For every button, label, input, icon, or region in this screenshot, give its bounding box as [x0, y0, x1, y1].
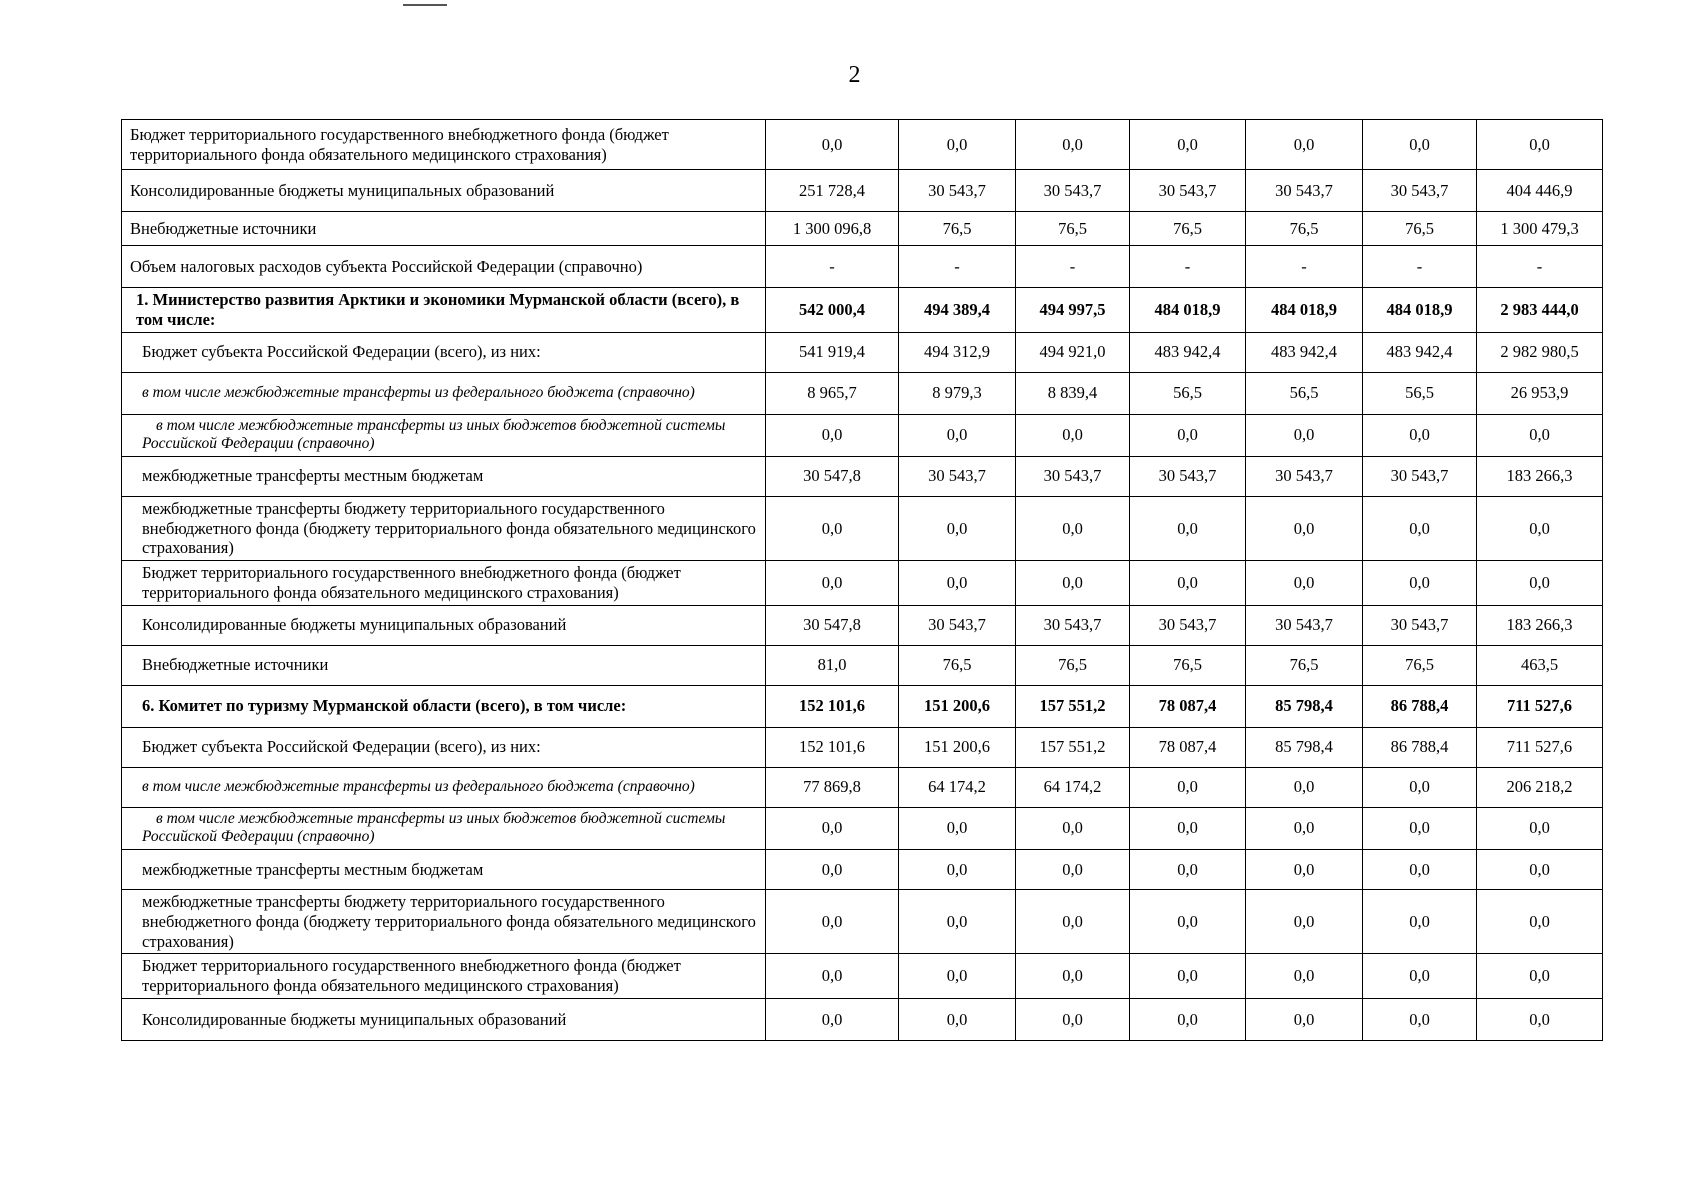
value-cell: 183 266,3: [1477, 605, 1603, 645]
value-cell: 0,0: [1363, 496, 1477, 560]
value-cell: 0,0: [766, 496, 899, 560]
value-cell: 0,0: [1246, 767, 1363, 807]
value-cell: 76,5: [1246, 645, 1363, 685]
row-label: в том числе межбюджетные трансферты из федерального бюджета (справочно): [122, 372, 766, 414]
value-cell: 26 953,9: [1477, 372, 1603, 414]
value-cell: 0,0: [1363, 767, 1477, 807]
value-cell: 0,0: [1363, 889, 1477, 953]
value-cell: 30 543,7: [1246, 170, 1363, 212]
value-cell: 151 200,6: [899, 727, 1016, 767]
value-cell: 76,5: [1363, 212, 1477, 246]
table-row: [122, 456, 1603, 496]
row-label: межбюджетные трансферты бюджету территориального государственного внебюджетного фонда (бюджету территориального фонда обязательного медицинского страхования): [122, 889, 766, 953]
value-cell: 76,5: [1363, 645, 1477, 685]
value-cell: 0,0: [1130, 807, 1246, 849]
value-cell: 0,0: [766, 120, 899, 170]
value-cell: 76,5: [1130, 212, 1246, 246]
value-cell: 0,0: [1363, 561, 1477, 606]
value-cell: 78 087,4: [1130, 685, 1246, 727]
row-label: 1. Министерство развития Арктики и экономики Мурманской области (всего), в том числе:: [122, 288, 766, 333]
value-cell: 0,0: [899, 120, 1016, 170]
value-cell: 0,0: [1130, 849, 1246, 889]
table-row: [122, 954, 1603, 999]
value-cell: 56,5: [1130, 372, 1246, 414]
value-cell: 463,5: [1477, 645, 1603, 685]
value-cell: 0,0: [1363, 807, 1477, 849]
value-cell: 542 000,4: [766, 288, 899, 333]
page-number: 2: [848, 62, 861, 88]
row-label: Внебюджетные источники: [122, 645, 766, 685]
value-cell: 0,0: [1246, 849, 1363, 889]
value-cell: 30 543,7: [1246, 605, 1363, 645]
value-cell: 30 547,8: [766, 456, 899, 496]
value-cell: 157 551,2: [1016, 685, 1130, 727]
value-cell: 76,5: [1246, 212, 1363, 246]
value-cell: -: [1363, 246, 1477, 288]
value-cell: -: [766, 246, 899, 288]
value-cell: 76,5: [899, 645, 1016, 685]
value-cell: 0,0: [899, 496, 1016, 560]
value-cell: 183 266,3: [1477, 456, 1603, 496]
value-cell: 711 527,6: [1477, 727, 1603, 767]
row-label: межбюджетные трансферты местным бюджетам: [122, 456, 766, 496]
value-cell: 2 982 980,5: [1477, 332, 1603, 372]
value-cell: 0,0: [1477, 998, 1603, 1040]
value-cell: 30 543,7: [1016, 170, 1130, 212]
value-cell: 77 869,8: [766, 767, 899, 807]
value-cell: 484 018,9: [1246, 288, 1363, 333]
value-cell: 0,0: [1246, 998, 1363, 1040]
value-cell: 0,0: [1363, 414, 1477, 456]
budget-table: [121, 119, 1603, 1041]
value-cell: 0,0: [1016, 561, 1130, 606]
table-row: [122, 170, 1603, 212]
value-cell: 0,0: [899, 849, 1016, 889]
value-cell: 251 728,4: [766, 170, 899, 212]
value-cell: 494 389,4: [899, 288, 1016, 333]
value-cell: 0,0: [1130, 954, 1246, 999]
value-cell: 0,0: [1363, 954, 1477, 999]
row-label: в том числе межбюджетные трансферты из иных бюджетов бюджетной системы Российской Федерации (справочно): [122, 414, 766, 456]
value-cell: 30 543,7: [1130, 456, 1246, 496]
value-cell: 0,0: [1477, 496, 1603, 560]
table-row: [122, 727, 1603, 767]
value-cell: 56,5: [1363, 372, 1477, 414]
value-cell: 30 543,7: [1363, 456, 1477, 496]
table-row: [122, 372, 1603, 414]
value-cell: 8 839,4: [1016, 372, 1130, 414]
row-label: Бюджет территориального государственного внебюджетного фонда (бюджет территориального фонда обязательного медицинского страхования): [122, 954, 766, 999]
value-cell: 0,0: [1246, 954, 1363, 999]
row-label: Бюджет территориального государственного внебюджетного фонда (бюджет территориального фонда обязательного медицинского страхования): [122, 120, 766, 170]
value-cell: 30 543,7: [1016, 605, 1130, 645]
value-cell: 157 551,2: [1016, 727, 1130, 767]
value-cell: 0,0: [899, 807, 1016, 849]
value-cell: 0,0: [1130, 998, 1246, 1040]
value-cell: 0,0: [899, 889, 1016, 953]
table-row: [122, 889, 1603, 953]
value-cell: 0,0: [1016, 120, 1130, 170]
table-row: [122, 849, 1603, 889]
value-cell: -: [1477, 246, 1603, 288]
value-cell: 0,0: [899, 561, 1016, 606]
row-label: в том числе межбюджетные трансферты из иных бюджетов бюджетной системы Российской Федерации (справочно): [122, 807, 766, 849]
value-cell: 541 919,4: [766, 332, 899, 372]
value-cell: 0,0: [1130, 414, 1246, 456]
value-cell: 0,0: [899, 414, 1016, 456]
value-cell: 0,0: [1246, 496, 1363, 560]
value-cell: 30 543,7: [1130, 605, 1246, 645]
value-cell: 0,0: [1246, 120, 1363, 170]
value-cell: 0,0: [1477, 120, 1603, 170]
value-cell: 76,5: [1016, 212, 1130, 246]
value-cell: 483 942,4: [1246, 332, 1363, 372]
value-cell: 85 798,4: [1246, 685, 1363, 727]
value-cell: 0,0: [1016, 849, 1130, 889]
row-label: Консолидированные бюджеты муниципальных образований: [122, 605, 766, 645]
value-cell: 0,0: [766, 954, 899, 999]
value-cell: 0,0: [1246, 561, 1363, 606]
value-cell: 8 965,7: [766, 372, 899, 414]
table-row: [122, 414, 1603, 456]
value-cell: 494 921,0: [1016, 332, 1130, 372]
value-cell: 0,0: [1363, 849, 1477, 889]
value-cell: 30 543,7: [899, 605, 1016, 645]
value-cell: 0,0: [1363, 120, 1477, 170]
value-cell: 86 788,4: [1363, 685, 1477, 727]
row-label: межбюджетные трансферты бюджету территориального государственного внебюджетного фонда (бюджету территориального фонда обязательного медицинского страхования): [122, 496, 766, 560]
row-label: Бюджет субъекта Российской Федерации (всего), из них:: [122, 727, 766, 767]
table-row: [122, 685, 1603, 727]
value-cell: 0,0: [1130, 561, 1246, 606]
value-cell: 711 527,6: [1477, 685, 1603, 727]
value-cell: 0,0: [1130, 120, 1246, 170]
value-cell: 2 983 444,0: [1477, 288, 1603, 333]
value-cell: -: [1130, 246, 1246, 288]
row-label: Внебюджетные источники: [122, 212, 766, 246]
table-row: [122, 605, 1603, 645]
budget-table-body: [122, 120, 1603, 1041]
value-cell: 1 300 096,8: [766, 212, 899, 246]
table-row: [122, 496, 1603, 560]
value-cell: 0,0: [1477, 414, 1603, 456]
value-cell: 0,0: [1477, 954, 1603, 999]
value-cell: 0,0: [1477, 849, 1603, 889]
value-cell: 0,0: [1246, 889, 1363, 953]
value-cell: 8 979,3: [899, 372, 1016, 414]
table-row: [122, 767, 1603, 807]
value-cell: 484 018,9: [1363, 288, 1477, 333]
value-cell: 0,0: [1016, 889, 1130, 953]
value-cell: 151 200,6: [899, 685, 1016, 727]
value-cell: -: [899, 246, 1016, 288]
value-cell: 0,0: [766, 414, 899, 456]
value-cell: 0,0: [766, 889, 899, 953]
table-row: [122, 246, 1603, 288]
table-row: [122, 120, 1603, 170]
value-cell: 483 942,4: [1363, 332, 1477, 372]
table-row: [122, 332, 1603, 372]
top-rule-mark: [403, 4, 447, 6]
table-row: [122, 561, 1603, 606]
row-label: Консолидированные бюджеты муниципальных образований: [122, 998, 766, 1040]
value-cell: 30 543,7: [899, 456, 1016, 496]
value-cell: 0,0: [1130, 496, 1246, 560]
value-cell: 64 174,2: [1016, 767, 1130, 807]
value-cell: 0,0: [899, 998, 1016, 1040]
value-cell: 0,0: [1477, 561, 1603, 606]
value-cell: 30 543,7: [1246, 456, 1363, 496]
value-cell: 0,0: [1016, 496, 1130, 560]
value-cell: 30 543,7: [1363, 605, 1477, 645]
row-label: 6. Комитет по туризму Мурманской области (всего), в том числе:: [122, 685, 766, 727]
table-row: [122, 998, 1603, 1040]
value-cell: 30 543,7: [1130, 170, 1246, 212]
value-cell: 0,0: [1246, 807, 1363, 849]
value-cell: 0,0: [899, 954, 1016, 999]
value-cell: 0,0: [1130, 767, 1246, 807]
value-cell: 0,0: [1016, 807, 1130, 849]
table-row: [122, 288, 1603, 333]
value-cell: 1 300 479,3: [1477, 212, 1603, 246]
row-label: Консолидированные бюджеты муниципальных образований: [122, 170, 766, 212]
row-label: Бюджет субъекта Российской Федерации (всего), из них:: [122, 332, 766, 372]
value-cell: 0,0: [766, 561, 899, 606]
value-cell: 0,0: [1477, 889, 1603, 953]
value-cell: 152 101,6: [766, 685, 899, 727]
value-cell: 494 997,5: [1016, 288, 1130, 333]
value-cell: 76,5: [899, 212, 1016, 246]
value-cell: 484 018,9: [1130, 288, 1246, 333]
value-cell: 30 543,7: [1016, 456, 1130, 496]
value-cell: -: [1246, 246, 1363, 288]
value-cell: -: [1016, 246, 1130, 288]
value-cell: 85 798,4: [1246, 727, 1363, 767]
value-cell: 30 543,7: [899, 170, 1016, 212]
value-cell: 56,5: [1246, 372, 1363, 414]
value-cell: 0,0: [1477, 807, 1603, 849]
value-cell: 404 446,9: [1477, 170, 1603, 212]
value-cell: 0,0: [1016, 954, 1130, 999]
value-cell: 81,0: [766, 645, 899, 685]
value-cell: 0,0: [766, 849, 899, 889]
value-cell: 206 218,2: [1477, 767, 1603, 807]
value-cell: 78 087,4: [1130, 727, 1246, 767]
row-label: в том числе межбюджетные трансферты из федерального бюджета (справочно): [122, 767, 766, 807]
value-cell: 0,0: [1016, 414, 1130, 456]
value-cell: 76,5: [1016, 645, 1130, 685]
value-cell: 0,0: [1363, 998, 1477, 1040]
row-label: Бюджет территориального государственного внебюджетного фонда (бюджет территориального фонда обязательного медицинского страхования): [122, 561, 766, 606]
value-cell: 76,5: [1130, 645, 1246, 685]
row-label: межбюджетные трансферты местным бюджетам: [122, 849, 766, 889]
table-row: [122, 645, 1603, 685]
value-cell: 152 101,6: [766, 727, 899, 767]
value-cell: 483 942,4: [1130, 332, 1246, 372]
table-row: [122, 212, 1603, 246]
value-cell: 86 788,4: [1363, 727, 1477, 767]
value-cell: 0,0: [1130, 889, 1246, 953]
value-cell: 30 543,7: [1363, 170, 1477, 212]
value-cell: 0,0: [766, 998, 899, 1040]
row-label: Объем налоговых расходов субъекта Российской Федерации (справочно): [122, 246, 766, 288]
table-row: [122, 807, 1603, 849]
value-cell: 494 312,9: [899, 332, 1016, 372]
value-cell: 64 174,2: [899, 767, 1016, 807]
value-cell: 0,0: [766, 807, 899, 849]
value-cell: 30 547,8: [766, 605, 899, 645]
value-cell: 0,0: [1246, 414, 1363, 456]
value-cell: 0,0: [1016, 998, 1130, 1040]
